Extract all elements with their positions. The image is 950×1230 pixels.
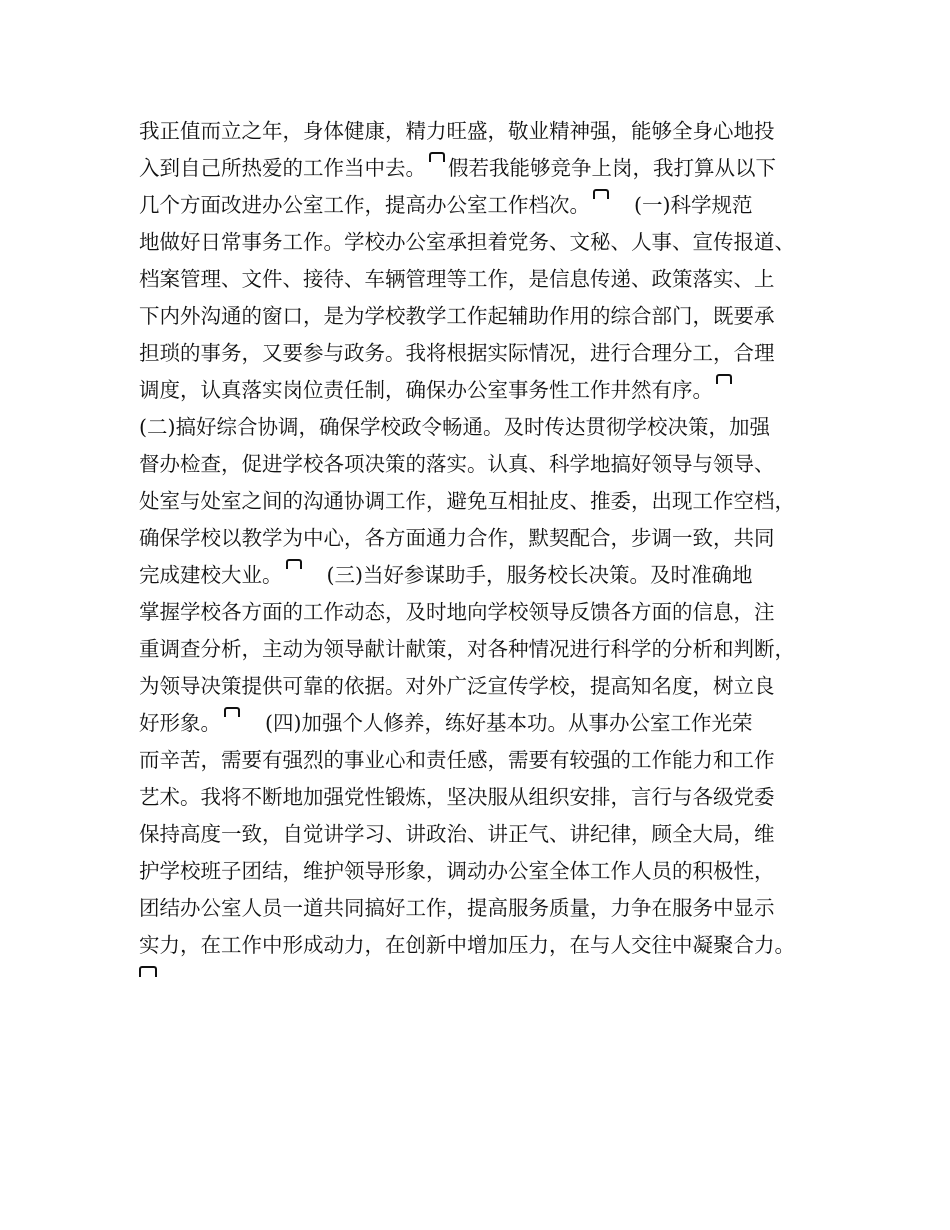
text-segment: 完成建校大业。 — [139, 563, 283, 587]
text-line — [139, 520, 839, 557]
text-line — [139, 335, 839, 372]
text-segment: 担琐的事务，又要参与政务。我将根据实际情况，进行合理分工，合理 — [139, 341, 775, 365]
paragraph-end-mark-icon — [139, 966, 157, 977]
text-line — [139, 557, 839, 594]
text-line — [139, 927, 839, 964]
text-segment: 下内外沟通的窗口，是为学校教学工作起辅助作用的综合部门，既要承 — [139, 304, 775, 328]
text-segment: 而辛苦，需要有强烈的事业心和责任感，需要有较强的工作能力和工作 — [139, 748, 775, 772]
text-line — [139, 113, 839, 150]
text-segment: 我正值而立之年，身体健康，精力旺盛，敬业精神强，能够全身心地投 — [139, 119, 775, 143]
text-segment: 为领导决策提供可靠的依据。对外广泛宣传学校，提高知名度，树立良 — [139, 674, 775, 698]
text-line — [139, 631, 839, 668]
text-segment: 档案管理、文件、接待、车辆管理等工作，是信息传递、政策落实、上 — [139, 267, 775, 291]
text-segment: (二)搞好综合协调，确保学校政令畅通。及时传达贯彻学校决策，加强 — [139, 415, 770, 439]
text-segment: 处室与处室之间的沟通协调工作，避免互相扯皮、推委，出现工作空档， — [139, 489, 795, 513]
text-segment: 保持高度一致，自觉讲学习、讲政治、讲正气、讲纪律，顾全大局，维 — [139, 822, 775, 846]
paragraph-mark-icon — [429, 152, 445, 162]
text-segment: 调度，认真落实岗位责任制，确保办公室事务性工作井然有序。 — [139, 378, 713, 402]
text-line — [139, 446, 839, 483]
text-line — [139, 816, 839, 853]
text-line — [139, 298, 839, 335]
text-line — [139, 224, 839, 261]
text-line — [139, 372, 839, 409]
text-line — [139, 261, 839, 298]
text-segment: 艺术。我将不断地加强党性锻炼，坚决服从组织安排，言行与各级党委 — [139, 785, 775, 809]
text-segment: 假若我能够竞争上岗，我打算从以下 — [448, 156, 776, 180]
text-line — [139, 594, 839, 631]
text-line — [139, 483, 839, 520]
text-line — [139, 409, 839, 446]
text-segment: (四)加强个人修养，练好基本功。从事办公室工作光荣 — [265, 711, 753, 735]
text-segment: 入到自己所热爱的工作当中去。 — [139, 156, 426, 180]
text-line — [139, 742, 839, 779]
text-line — [139, 890, 839, 927]
text-segment: 几个方面改进办公室工作，提高办公室工作档次。 — [139, 193, 590, 217]
text-line — [139, 668, 839, 705]
text-segment: 重调查分析，主动为领导献计献策，对各种情况进行科学的分析和判断， — [139, 637, 795, 661]
text-line — [139, 705, 839, 742]
text-segment: (一)科学规范 — [634, 193, 753, 217]
text-line — [139, 150, 839, 187]
text-line — [139, 779, 839, 816]
text-segment: 实力，在工作中形成动力，在创新中增加压力，在与人交往中凝聚合力。 — [139, 933, 795, 957]
text-segment: 护学校班子团结，维护领导形象，调动办公室全体工作人员的积极性， — [139, 859, 775, 883]
text-segment: 督办检查，促进学校各项决策的落实。认真、科学地搞好领导与领导、 — [139, 452, 775, 476]
text-segment: 好形象。 — [139, 711, 221, 735]
text-segment: 确保学校以教学为中心，各方面通力合作，默契配合，步调一致，共同 — [139, 526, 775, 550]
text-segment: 掌握学校各方面的工作动态，及时地向学校领导反馈各方面的信息，注 — [139, 600, 775, 624]
paragraph-mark-icon — [716, 374, 732, 384]
text-segment: 团结办公室人员一道共同搞好工作，提高服务质量，力争在服务中显示 — [139, 896, 775, 920]
paragraph-mark-icon — [593, 189, 609, 199]
text-segment: 地做好日常事务工作。学校办公室承担着党务、文秘、人事、宣传报道、 — [139, 230, 795, 254]
text-line — [139, 853, 839, 890]
paragraph-mark-icon — [286, 559, 302, 569]
paragraph-mark-icon — [224, 707, 240, 717]
text-line — [139, 187, 839, 224]
body-text — [139, 113, 839, 964]
text-segment: (三)当好参谋助手，服务校长决策。及时准确地 — [326, 563, 753, 587]
